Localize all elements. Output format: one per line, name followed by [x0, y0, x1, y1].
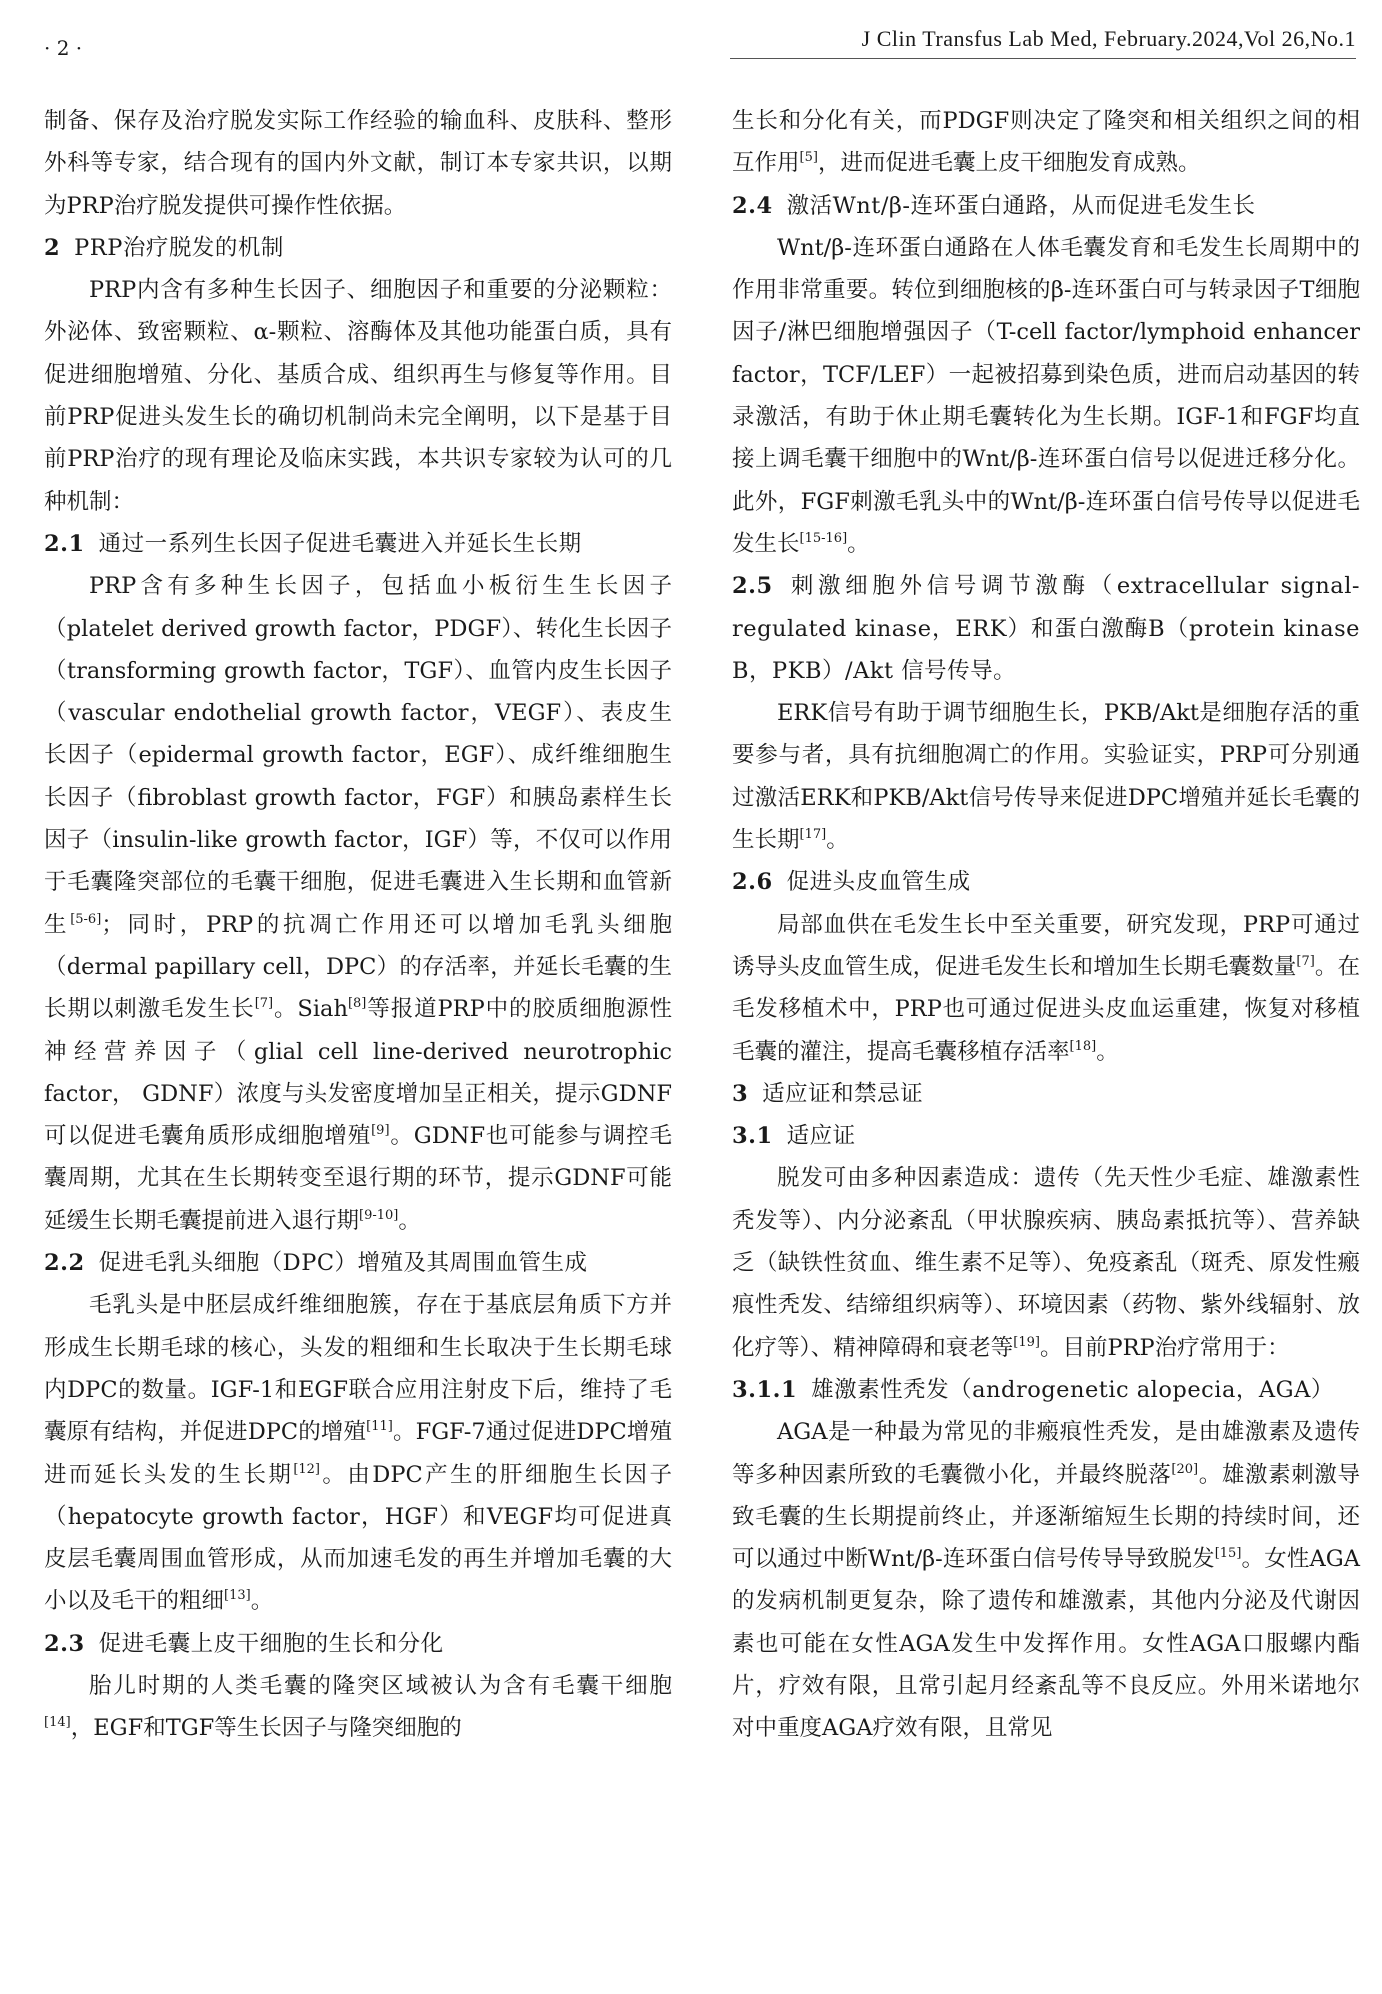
citation: [5]: [799, 150, 818, 166]
subsection-heading-2-6: [732, 861, 1360, 903]
citation: [19]: [1013, 1334, 1040, 1350]
left-column: [44, 100, 672, 1750]
paragraph: PRP内含有多种生长因子、细胞因子和重要的分泌颗粒：外泌体、致密颗粒、α-颗粒、溶酶体及其他功能蛋白质，具有促进细胞增殖、分化、基质合成、组织再生与修复等作用。目前PRP促进头发生长的确切机制尚未完全阐明，以下是基于目前PRP治疗的现有理论及临床实践，本共识专家较为认可的几种机制：: [44, 277, 672, 515]
paragraph: ERK信号有助于调节细胞生长，PKB/Akt是细胞存活的重要参与者，具有抗细胞凋亡的作用。实验证实，PRP可分别通过激活ERK和PKB/Akt信号传导来促进DPC增殖并延长毛囊的生长期[17]。: [732, 700, 1360, 854]
section-title: 通过一系列生长因子促进毛囊进入并延长生长期: [98, 530, 582, 557]
page-number: · 2 ·: [44, 36, 83, 60]
paragraph: 局部血供在毛发生长中至关重要，研究发现，PRP可通过诱导头皮血管生成，促进毛发生长和增加生长期毛囊数量[7]。在毛发移植术中，PRP也可通过促进头皮血运重建，恢复对移植毛囊的灌注，提高毛囊移植存活率[18]。: [732, 911, 1360, 1065]
citation: [11]: [366, 1419, 393, 1435]
subsection-heading-2-5: [732, 565, 1360, 692]
section-number: 3: [732, 1080, 749, 1107]
paragraph: Wnt/β-连环蛋白通路在人体毛囊发育和毛发生长周期中的作用非常重要。转位到细胞核的β-连环蛋白可与转录因子T细胞因子/淋巴细胞增强因子（T-cell factor/lymphoid enhancer factor，TCF/LEF）一起被招募到染色质，进而启动基因的转录激活，有助于休止期毛囊转化为生长期。IGF-1和FGF均直接上调毛囊干细胞中的Wnt/β-连环蛋白信号以促进迁移分化。此外，FGF刺激毛乳头中的Wnt/β-连环蛋白信号传导以促进毛发生长[15-16]。: [732, 234, 1360, 557]
subsection-heading-2-4: [732, 185, 1360, 227]
header-rule: [730, 58, 1356, 59]
section-title: 适应证和禁忌证: [762, 1080, 924, 1107]
section-title: 促进毛乳头细胞（DPC）增殖及其周围血管生成: [98, 1250, 588, 1277]
section-number: 2.1: [44, 530, 85, 557]
citation: [7]: [1296, 953, 1315, 969]
page-header: [0, 0, 1382, 66]
citation: [9]: [371, 1123, 390, 1139]
section-heading-2: [44, 227, 672, 269]
citation: [15]: [1214, 1546, 1242, 1562]
section-title: PRP治疗脱发的机制: [74, 234, 284, 261]
section-number: 2.2: [44, 1250, 85, 1277]
subsection-heading-3-1: [732, 1115, 1360, 1157]
paragraph: 毛乳头是中胚层成纤维细胞簇，存在于基底层角质下方并形成生长期毛球的核心，头发的粗细和生长取决于生长期毛球内DPC的数量。IGF-1和EGF联合应用注射皮下后，维持了毛囊原有结构，并促进DPC的增殖[11]。FGF-7通过促进DPC增殖进而延长头发的生长期[12]。由DPC产生的肝细胞生长因子（hepatocyte growth factor，HGF）和VEGF均可促进真皮层毛囊周围血管形成，从而加速毛发的再生并增加毛囊的大小以及毛干的粗细[13]。: [44, 1292, 672, 1615]
section-title: 适应证: [786, 1123, 856, 1150]
section-number: 2.6: [732, 869, 773, 896]
paragraph: 制备、保存及治疗脱发实际工作经验的输血科、皮肤科、整形外科等专家，结合现有的国内外文献，制订本专家共识，以期为PRP治疗脱发提供可操作性依据。: [44, 108, 672, 219]
section-number: 3.1.1: [732, 1376, 798, 1403]
citation: [13]: [224, 1588, 251, 1604]
subsection-heading-2-3: [44, 1623, 672, 1665]
section-number: 2.4: [732, 192, 773, 219]
subsection-heading-2-1: [44, 523, 672, 565]
paragraph: AGA是一种最为常见的非瘢痕性秃发，是由雄激素及遗传等多种因素所致的毛囊微小化，并最终脱落[20]。雄激素刺激导致毛囊的生长期提前终止，并逐渐缩短生长期的持续时间，还可以通过中断Wnt/β-连环蛋白信号传导导致脱发[15]。女性AGA的发病机制更复杂，除了遗传和雄激素，其他内分泌及代谢因素也可能在女性AGA发生中发挥作用。女性AGA口服螺内酯片，疗效有限，且常引起月经紊乱等不良反应。外用米诺地尔对中重度AGA疗效有限，且常见: [732, 1419, 1360, 1742]
citation: [15-16]: [799, 530, 848, 546]
right-column: [732, 100, 1360, 1750]
section-title: 激活Wnt/β-连环蛋白通路，从而促进毛发生长: [786, 192, 1256, 219]
citation: [5-6]: [70, 911, 102, 927]
paragraph: 胎儿时期的人类毛囊的隆突区域被认为含有毛囊干细胞[14]，EGF和TGF等生长因子与隆突细胞的: [44, 1672, 672, 1742]
section-number: 2.5: [732, 573, 773, 600]
paragraph: 生长和分化有关，而PDGF则决定了隆突和相关组织之间的相互作用[5]，进而促进毛囊上皮干细胞发育成熟。: [732, 108, 1360, 177]
subsection-heading-2-2: [44, 1242, 672, 1284]
subsection-heading-3-1-1: [732, 1369, 1360, 1411]
citation: [14]: [44, 1715, 71, 1731]
section-number: 2: [44, 234, 61, 261]
citation: [18]: [1069, 1038, 1097, 1054]
section-title: 促进毛囊上皮干细胞的生长和分化: [98, 1630, 444, 1657]
journal-citation: J Clin Transfus Lab Med, February.2024,Vol 26,No.1: [861, 26, 1356, 51]
paragraph: PRP含有多种生长因子，包括血小板衍生生长因子（platelet derived growth factor，PDGF）、转化生长因子（transforming growth factor，TGF）、血管内皮生长因子（vascular endothelial growth factor，VEGF）、表皮生长因子（epidermal growth factor，EGF）、成纤维细胞生长因子（fibroblast growth factor，FGF）和胰岛素样生长因子（insulin-like growth factor，IGF）等，不仅可以作用于毛囊隆突部位的毛囊干细胞，促进毛囊进入生长期和血管新生[5-6]；同时，PRP的抗凋亡作用还可以增加毛乳头细胞（dermal papillary cell，DPC）的存活率，并延长毛囊的生长期以刺激毛发生长[7]。Siah[8]等报道PRP中的胶质细胞源性神经营养因子（glial cell line-derived neurotrophic factor， GDNF）浓度与头发密度增加呈正相关，提示GDNF可以促进毛囊角质形成细胞增殖[9]。GDNF也可能参与调控毛囊周期，尤其在生长期转变至退行期的环节，提示GDNF可能延缓生长期毛囊提前进入退行期[9-10]。: [44, 573, 672, 1234]
citation: [9-10]: [359, 1207, 399, 1223]
citation: [17]: [799, 827, 827, 843]
section-heading-3: [732, 1073, 1360, 1115]
section-title: 促进头皮血管生成: [786, 869, 971, 896]
section-number: 3.1: [732, 1123, 773, 1150]
paragraph: 脱发可由多种因素造成：遗传（先天性少毛症、雄激素性秃发等）、内分泌紊乱（甲状腺疾病、胰岛素抵抗等）、营养缺乏（缺铁性贫血、维生素不足等）、免疫紊乱（斑秃、原发性瘢痕性秃发、结缔组织病等）、环境因素（药物、紫外线辐射、放化疗等）、精神障碍和衰老等[19]。目前PRP治疗常用于：: [732, 1165, 1360, 1361]
section-title: 雄激素性秃发（androgenetic alopecia，AGA）: [811, 1376, 1334, 1403]
citation: [12]: [293, 1461, 320, 1477]
citation: [7]: [254, 996, 274, 1012]
section-number: 2.3: [44, 1630, 85, 1657]
citation: [8]: [347, 996, 367, 1012]
section-title: 刺激细胞外信号调节激酶（extracellular signal-regulated kinase，ERK）和蛋白激酶B（protein kinase B，PKB）/Akt 信号传导。: [732, 573, 1360, 684]
citation: [20]: [1171, 1461, 1199, 1477]
